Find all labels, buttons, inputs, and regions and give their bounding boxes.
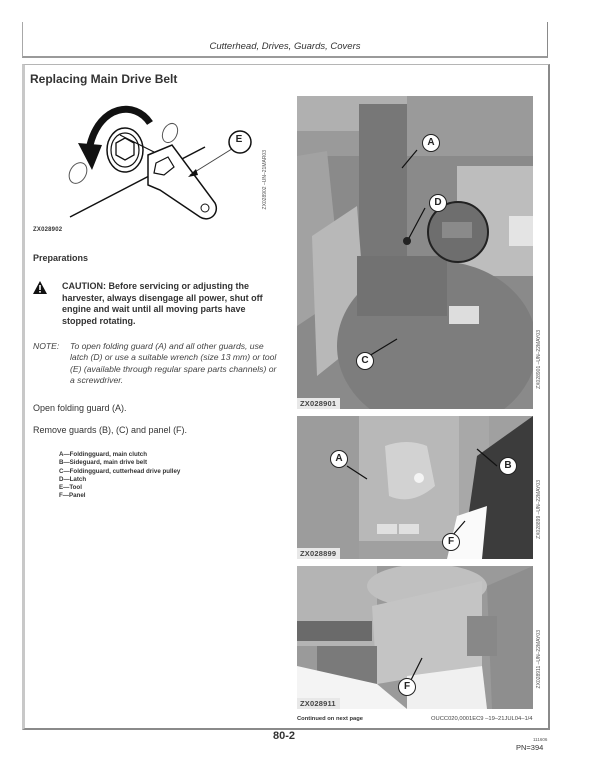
callout-c: C <box>356 352 374 370</box>
callout-f: F <box>398 678 416 696</box>
photo-id: ZX028911 <box>297 698 340 709</box>
page-number: 80-2 <box>273 730 296 742</box>
chapter-title: Cutterhead, Drives, Guards, Covers <box>209 41 361 52</box>
photo-folding-guard <box>297 96 533 409</box>
legend-item: A—Foldingguard, main clutch <box>59 451 147 458</box>
callout-a: A <box>422 134 440 152</box>
photo-side-code: ZX028911 –UN–22MAY03 <box>536 630 542 689</box>
illustration-side-code: ZX028902 –UN–21MAR03 <box>262 150 268 210</box>
continued-notice: Continued on next page <box>297 716 364 722</box>
legend-item: D—Latch <box>59 475 87 483</box>
warning-triangle-icon <box>33 281 47 294</box>
note-text: To open folding guard (A) and all other guards, use latch (D) or use a suitable wrench (size 13 mm) or tool (E) (available through regular spare parts channels) or a screwdriver. <box>70 341 277 386</box>
photo-side-code: ZX028899 –UN–22MAY03 <box>536 480 542 539</box>
note-label: NOTE: <box>33 341 60 351</box>
step-remove-guards: Remove guards (B), (C) and panel (F). <box>33 425 188 435</box>
illustration-id: ZX028902 <box>33 227 63 233</box>
photo-side-guard <box>297 416 533 559</box>
photo-panel <box>297 566 533 709</box>
step-open-guard: Open folding guard (A). <box>33 403 127 413</box>
legend-item: E—Tool <box>59 484 82 492</box>
document-reference: OUCC020,0001EC9 –19–21JUL04–1/4 <box>431 716 533 722</box>
preparations-heading: Preparations <box>33 253 89 263</box>
note-block <box>33 341 283 387</box>
pn-number: PN=394 <box>516 743 544 752</box>
section-title: Replacing Main Drive Belt <box>30 72 178 86</box>
photo-image <box>297 96 533 409</box>
photo-side-code: ZX028901 –UN–22MAY03 <box>536 330 542 389</box>
photo-image <box>297 416 533 559</box>
callout-e: E <box>235 134 243 145</box>
legend-item: F—Panel <box>59 492 86 500</box>
photo-id: ZX028901 <box>297 398 340 409</box>
tool-illustration <box>30 95 275 240</box>
legend-item: B—Sideguard, main drive belt <box>59 459 148 467</box>
callout-d: D <box>429 194 447 212</box>
callout-b: B <box>499 457 517 475</box>
photo-id: ZX028899 <box>297 548 340 559</box>
parts-legend <box>59 451 180 501</box>
caution-text: CAUTION: Before servicing or adjusting the harvester, always disengage all power, shut off engine and wait until all moving parts have stopped rotating. <box>62 281 263 326</box>
callout-f: F <box>442 533 460 551</box>
page-header <box>22 22 548 58</box>
wrench-drawing <box>30 95 275 240</box>
callout-a: A <box>330 450 348 468</box>
date-code: 111606 <box>533 737 548 742</box>
legend-item: C—Foldingguard, cutterhead drive pulley <box>59 467 181 475</box>
